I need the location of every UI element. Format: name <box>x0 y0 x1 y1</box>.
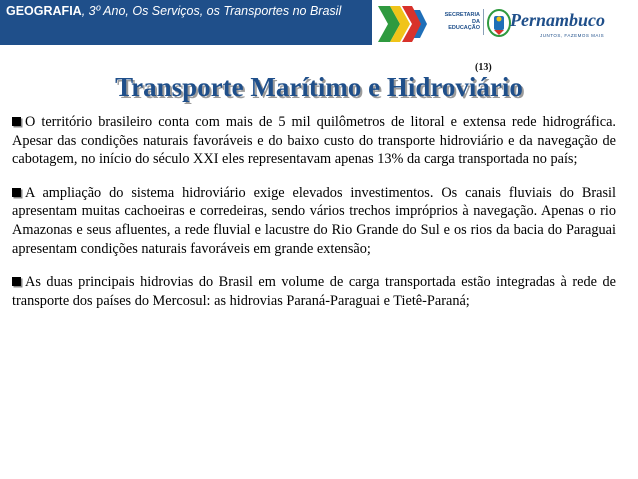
brand-tagline: JUNTOS, FAZEMOS MAIS <box>540 33 605 38</box>
bullet-square-icon <box>12 188 21 197</box>
paragraph-2 <box>12 184 616 258</box>
header-subject: GEOGRAFIA <box>6 4 82 18</box>
header-subtitle: , 3º Ano, Os Serviços, os Transportes no Brasil <box>81 4 342 18</box>
secretaria-line2: DA EDUCAÇÃO <box>448 18 480 31</box>
content-body <box>12 113 616 325</box>
paragraph-text: As duas principais hidrovias do Brasil em volume de carga transportada estão integradas à rede de transporte dos países do Mercosul: as hidrovias Paraná-Paraguai e Tietê-Paraná; <box>12 274 616 309</box>
paragraph-text: A ampliação do sistema hidroviário exige elevados investimentos. Os canais fluviais do Brasil apresentam muitas cachoeiras e corredeiras, sendo vários trechos impróprios à navegação. Apenas o rio Amazonas e seus afluentes, a rede fluvial e lacustre do Rio Grande do Sul e os rios da bacia do Paraguai apresentam condições naturais favoráveis em grande extensão; <box>12 184 616 257</box>
logo-divider <box>483 9 484 35</box>
chevron-arrows-logo <box>376 4 428 44</box>
bullet-square-icon <box>12 117 21 126</box>
paragraph-text: O território brasileiro conta com mais de 5 mil quilômetros de litoral e extensa rede hidrográfica. Apesar das condições naturais favoráveis e do baixo custo do transporte hidroviário e da navegação de cabotagem, no início do século XXI eles representavam apenas 13% da carga transportada no país; <box>12 114 616 168</box>
slide-number: (13) <box>475 62 492 73</box>
pernambuco-brand: Pernambuco <box>510 10 606 30</box>
paragraph-1 <box>12 113 616 169</box>
secretaria-line1: SECRETARIA <box>444 12 480 18</box>
pernambuco-crest-icon <box>486 8 512 38</box>
slide-title: Transporte Marítimo e Hidroviário <box>115 72 523 102</box>
bullet-square-icon <box>12 277 21 286</box>
paragraph-3 <box>12 273 616 310</box>
header-banner <box>0 0 372 45</box>
